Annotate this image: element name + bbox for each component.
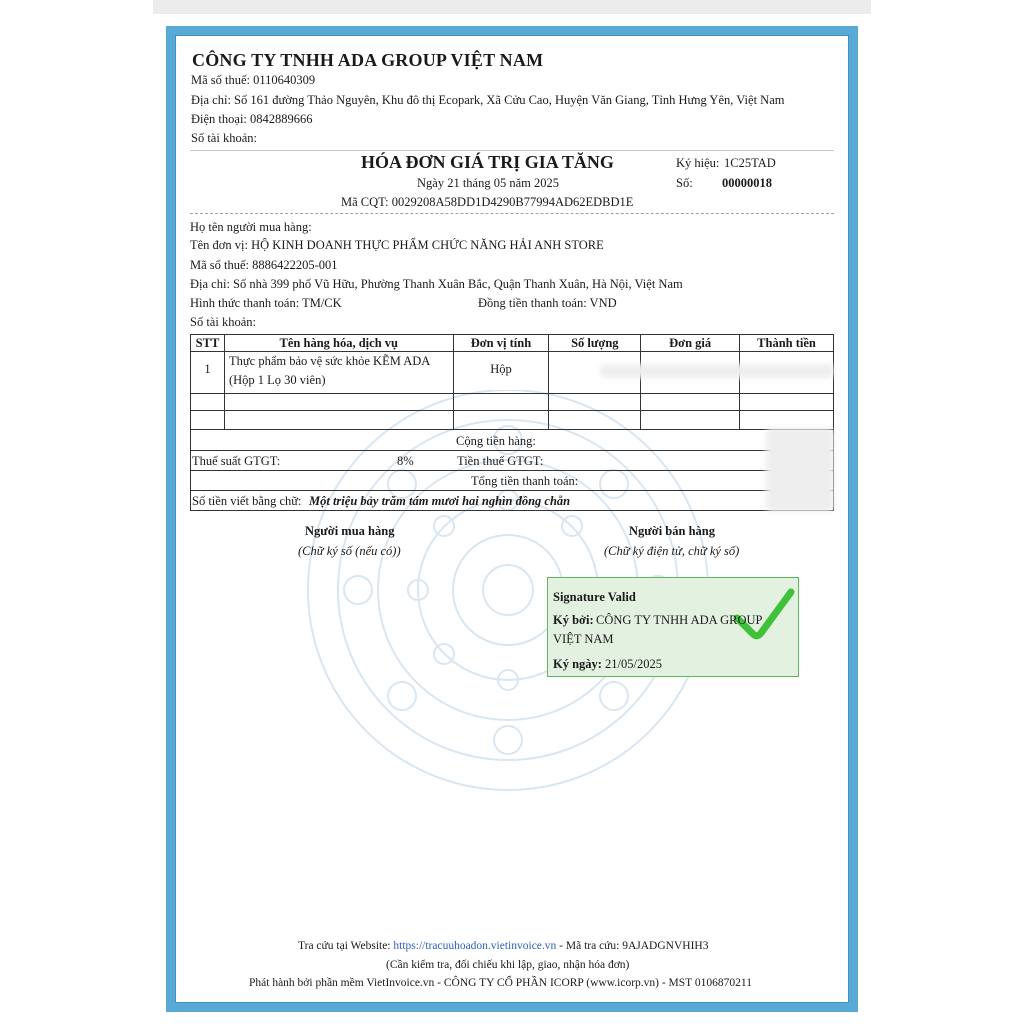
symbol-value: 1C25TAD	[724, 156, 776, 170]
buyer-signature-title: Người mua hàng	[305, 524, 395, 538]
vat-rate-label: Thuế suất GTGT:	[192, 454, 281, 468]
invoice-cqt-code: Mã CQT: 0029208A58DD1D4290B77994AD62EDBD1E	[341, 195, 634, 209]
item-name-line1: Thực phẩm bảo vệ sức khỏe KẼM ADA	[228, 354, 431, 368]
seller-phone: Điện thoại: 0842889666	[191, 112, 313, 126]
column-header: STT	[191, 335, 225, 352]
amount-in-words-label: Số tiền viết bằng chữ:	[192, 494, 302, 508]
seller-signature-title: Người bán hàng	[629, 524, 715, 538]
redacted-area	[600, 364, 834, 378]
buyer-name: Họ tên người mua hàng:	[190, 220, 312, 234]
subtotal-label: Cộng tiền hàng:	[456, 434, 536, 448]
vat-rate-value: 8%	[397, 454, 414, 468]
buyer-unit: Tên đơn vị: HỘ KINH DOANH THỰC PHẨM CHỨC NĂNG HẢI ANH STORE	[190, 238, 604, 252]
seller-account: Số tài khoản:	[191, 131, 257, 145]
footer-issuer: Phát hành bởi phần mềm VietInvoice.vn - CÔNG TY CỔ PHẦN ICORP (www.icorp.vn) - MST 0106870211	[249, 977, 752, 989]
invoice-title: HÓA ĐƠN GIÁ TRỊ GIA TĂNG	[361, 152, 614, 172]
column-header: Thành tiền	[740, 335, 834, 352]
cell-stt: 1	[191, 352, 225, 394]
footer-lookup	[298, 940, 708, 952]
redacted-area	[766, 428, 834, 512]
column-header: Đơn giá	[641, 335, 740, 352]
cell-unit: Hộp	[453, 352, 549, 394]
table-row	[191, 394, 834, 411]
lookup-code: - Mã tra cứu: 9AJADGNVHIH3	[559, 940, 709, 952]
buyer-signature-note: (Chữ ký số (nếu có))	[298, 544, 401, 558]
cell-item-name	[224, 352, 453, 394]
divider	[190, 213, 834, 214]
buyer-account: Số tài khoản:	[190, 315, 256, 329]
payment-currency: Đồng tiền thanh toán: VND	[478, 296, 617, 310]
signed-date: 21/05/2025	[605, 657, 662, 671]
signed-date-label: Ký ngày:	[553, 657, 602, 671]
buyer-address: Địa chỉ: Số nhà 399 phố Vũ Hữu, Phường Thanh Xuân Bắc, Quận Thanh Xuân, Hà Nội, Việt Nam	[190, 277, 683, 291]
seller-signature-note: (Chữ ký điện tử, chữ ký số)	[604, 544, 740, 558]
top-bar	[153, 0, 871, 14]
vat-amount-label: Tiền thuế GTGT:	[457, 454, 544, 468]
lookup-prefix: Tra cứu tại Website:	[298, 940, 391, 952]
signature-valid-title: Signature Valid	[553, 590, 636, 604]
buyer-tax-code: Mã số thuế: 8886422205-001	[190, 258, 338, 272]
footer-note: (Cần kiểm tra, đối chiếu khi lập, giao, nhận hóa đơn)	[386, 959, 630, 971]
table-row	[191, 411, 834, 430]
seller-company-name: CÔNG TY TNHH ADA GROUP VIỆT NAM	[192, 50, 544, 70]
signed-by-label: Ký bởi:	[553, 613, 594, 627]
invoice-date: Ngày 21 tháng 05 năm 2025	[417, 176, 559, 190]
items-table	[190, 334, 834, 430]
column-header: Đơn vị tính	[453, 335, 549, 352]
number-value: 00000018	[722, 176, 772, 190]
signed-by-line2: VIỆT NAM	[553, 632, 614, 646]
number-label: Số:	[676, 176, 693, 190]
seller-address: Địa chỉ: Số 161 đường Thảo Nguyên, Khu đô thị Ecopark, Xã Cửu Cao, Huyện Văn Giang, Tỉnh Hưng Yên, Việt Nam	[191, 93, 785, 107]
amount-in-words: Một triệu bảy trăm tám mươi hai nghìn đồng chẵn	[309, 494, 571, 508]
column-header: Số lượng	[549, 335, 641, 352]
item-name-line2: (Hộp 1 Lọ 30 viên)	[228, 373, 326, 387]
payment-method: Hình thức thanh toán: TM/CK	[190, 296, 342, 310]
lookup-link[interactable]: https://tracuuhoadon.vietinvoice.vn	[393, 940, 557, 952]
grand-total-label: Tổng tiền thanh toán:	[471, 474, 579, 488]
seller-tax-code: Mã số thuế: 0110640309	[191, 73, 316, 87]
column-header: Tên hàng hóa, dịch vụ	[224, 335, 453, 352]
table-header-row	[191, 335, 834, 352]
symbol-label: Ký hiệu:	[676, 156, 720, 170]
divider	[190, 150, 834, 151]
signed-by-line1: CÔNG TY TNHH ADA GROUP	[596, 613, 763, 627]
